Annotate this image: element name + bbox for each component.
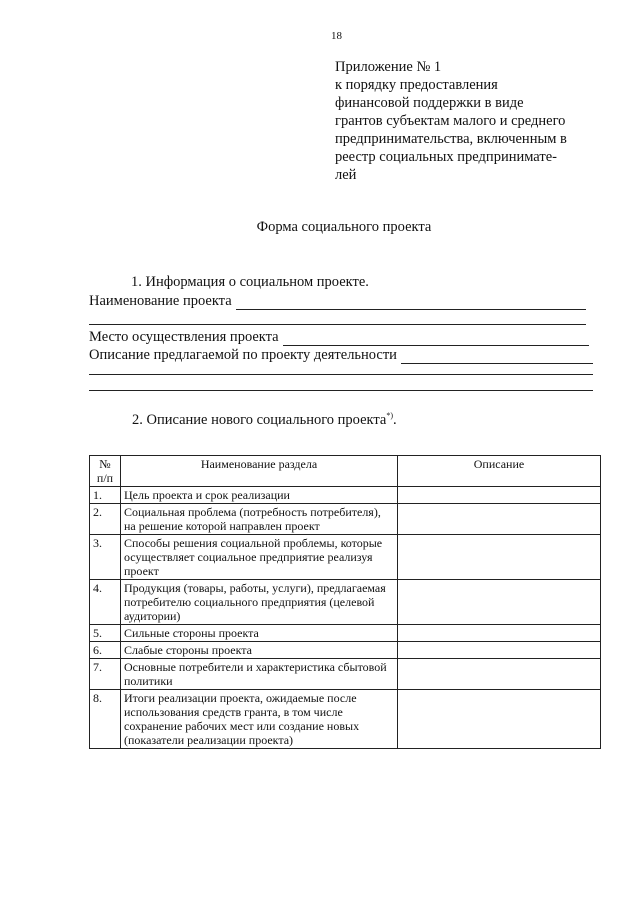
row-description-cell[interactable] — [398, 504, 601, 535]
row-section-name: Сильные стороны проекта — [121, 625, 398, 642]
row-num: 4. — [90, 580, 121, 625]
table-header-row — [90, 456, 601, 487]
table-row — [90, 642, 601, 659]
header-num — [90, 456, 121, 487]
table-row — [90, 659, 601, 690]
row-num: 7. — [90, 659, 121, 690]
section2-heading-text: 2. Описание нового социального проекта — [132, 411, 387, 428]
table-row — [90, 487, 601, 504]
row-section-name: Продукция (товары, работы, услуги), предлагаемая потребителю социального предприятия (целевой аудитории) — [121, 580, 398, 625]
project-name-label: Наименование проекта — [89, 293, 232, 309]
row-description-cell[interactable] — [398, 535, 601, 580]
activity-field[interactable] — [89, 346, 593, 364]
row-section-name: Цель проекта и срок реализации — [121, 487, 398, 504]
form-title: Форма социального проекта — [256, 219, 432, 235]
appendix-line: к порядку предоставления — [335, 77, 498, 93]
activity-extra-line-2[interactable] — [89, 390, 593, 391]
row-num: 3. — [90, 535, 121, 580]
row-description-cell[interactable] — [398, 642, 601, 659]
appendix-line: Приложение № 1 — [335, 59, 442, 75]
table-row — [90, 580, 601, 625]
table-row — [90, 625, 601, 642]
row-section-name: Итоги реализации проекта, ожидаемые после использования средств гранта, в том числе сохранение рабочих мест или создание новых (показатели реализации проекта) — [121, 690, 398, 749]
header-description: Описание — [398, 456, 601, 487]
appendix-line: лей — [335, 167, 357, 183]
location-label: Место осуществления проекта — [89, 329, 279, 345]
table-row — [90, 535, 601, 580]
footnote-mark: *) — [386, 411, 394, 420]
appendix-line: реестр социальных предпринимате- — [335, 149, 557, 165]
row-num: 6. — [90, 642, 121, 659]
row-description-cell[interactable] — [398, 580, 601, 625]
row-description-cell[interactable] — [398, 659, 601, 690]
row-num: 2. — [90, 504, 121, 535]
row-section-name: Способы решения социальной проблемы, которые осуществляет социальное предприятие реализуя проект — [121, 535, 398, 580]
row-num: 1. — [90, 487, 121, 504]
activity-label: Описание предлагаемой по проекту деятельности — [89, 347, 397, 363]
location-fill-line[interactable] — [283, 332, 589, 346]
row-section-name: Основные потребители и характеристика сбытовой политики — [121, 659, 398, 690]
activity-extra-line-1[interactable] — [89, 374, 593, 375]
header-num-line2: п/п — [96, 471, 114, 485]
project-description-table — [89, 455, 601, 749]
activity-fill-line[interactable] — [401, 350, 593, 364]
section2-heading-end: . — [393, 411, 397, 428]
appendix-line: предпринимательства, включенным в — [335, 131, 567, 147]
project-name-fill-line[interactable] — [236, 296, 586, 310]
appendix-block — [335, 58, 605, 184]
project-name-field[interactable] — [89, 292, 586, 310]
table-row — [90, 504, 601, 535]
section2-heading — [132, 411, 397, 429]
row-section-name: Социальная проблема (потребность потребителя), на решение которой направлен проект — [121, 504, 398, 535]
header-num-line1: № — [99, 457, 111, 471]
row-num: 8. — [90, 690, 121, 749]
row-description-cell[interactable] — [398, 487, 601, 504]
row-num: 5. — [90, 625, 121, 642]
appendix-line: грантов субъектам малого и среднего — [335, 113, 566, 129]
page-number: 18 — [331, 30, 342, 42]
table-row — [90, 690, 601, 749]
row-description-cell[interactable] — [398, 690, 601, 749]
header-section-name: Наименование раздела — [121, 456, 398, 487]
row-description-cell[interactable] — [398, 625, 601, 642]
section1-heading: 1. Информация о социальном проекте. — [131, 274, 369, 290]
project-name-extra-line[interactable] — [89, 324, 586, 325]
row-section-name: Слабые стороны проекта — [121, 642, 398, 659]
appendix-line: финансовой поддержки в виде — [335, 95, 524, 111]
location-field[interactable] — [89, 328, 589, 346]
